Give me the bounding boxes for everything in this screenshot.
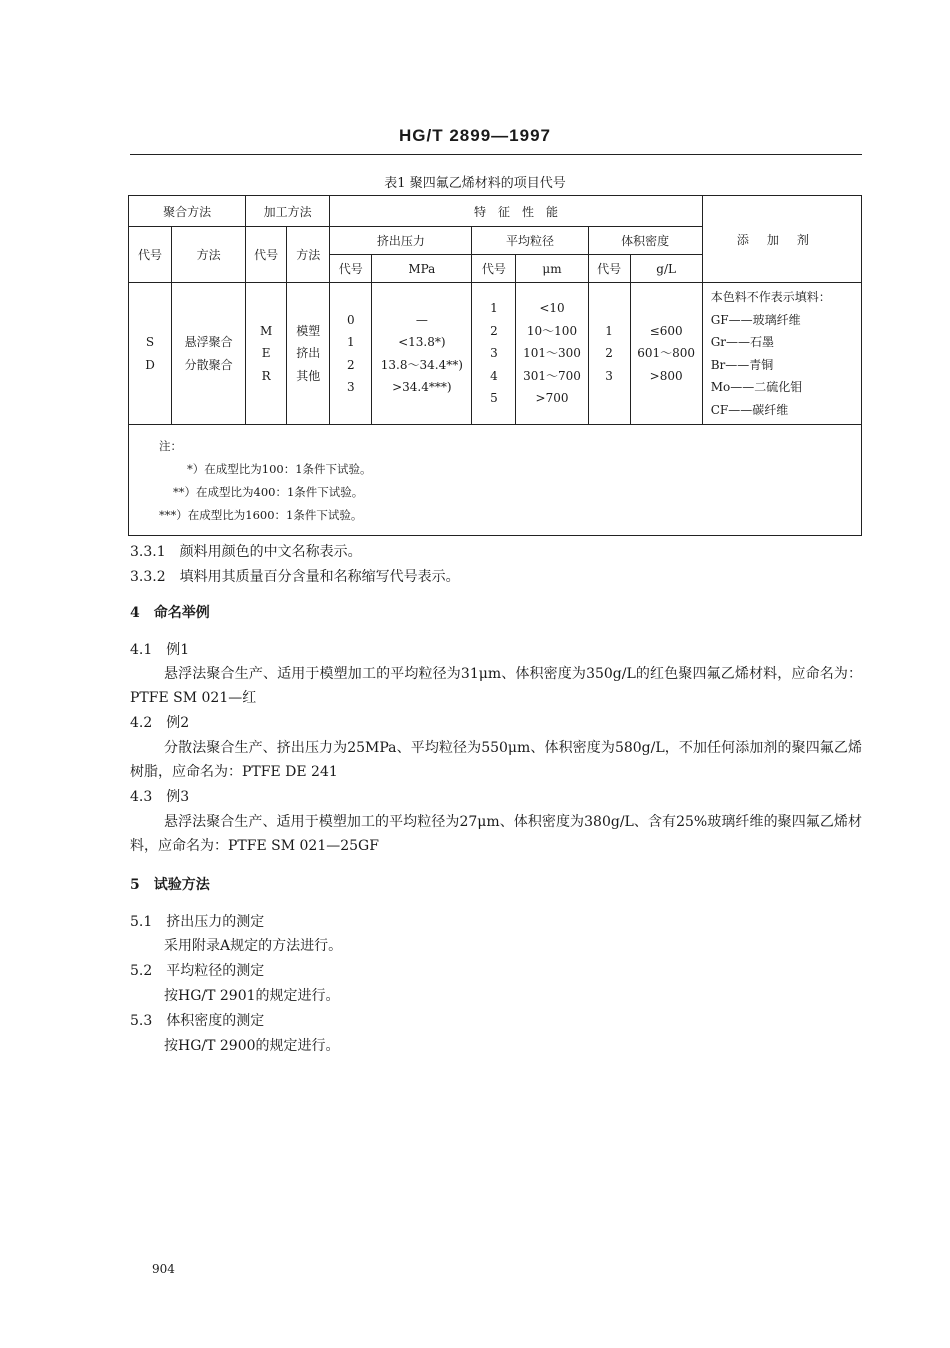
page-number: 904 (152, 1262, 175, 1276)
header-features: 特 征 性 能 (330, 196, 702, 227)
header-ext-code: 代号 (330, 255, 372, 283)
poly-code-cell: S D (129, 283, 172, 425)
header-dens-unit: g/L (630, 255, 702, 283)
clause-4-1-text: 悬浮法聚合生产、适用于模塑加工的平均粒径为31μm、体积密度为350g/L的红色聚四氟乙烯材料，应命名为：PTFE SM 021—红 (130, 666, 862, 706)
header-additive: 添加剂 (702, 196, 861, 283)
clause-5-1-text: 采用附录A规定的方法进行。 (164, 938, 343, 954)
proc-code-cell: M E R (246, 283, 287, 425)
header-part-code: 代号 (472, 255, 516, 283)
table-caption: 表1 聚四氟乙烯材料的项目代号 (384, 176, 566, 191)
header-processing: 加工方法 (246, 196, 330, 227)
dens-code-cell: 1 2 3 (588, 283, 630, 425)
header-ext-unit: MPa (372, 255, 472, 283)
poly-method-cell: 悬浮聚合 分散聚合 (172, 283, 246, 425)
standard-code-header: HG/T 2899—1997 (399, 126, 551, 145)
clause-5-1-heading: 5.1 挤出压力的测定 (130, 914, 265, 930)
part-value-cell: <10 10～100 101～300 301～700 >700 (516, 283, 588, 425)
clause-4-3-heading: 4.3 例3 (130, 789, 190, 805)
header-particle: 平均粒径 (472, 227, 588, 255)
clause-4-2-heading: 4.2 例2 (130, 715, 190, 731)
part-code-cell: 1 2 3 4 5 (472, 283, 516, 425)
header-dens-code: 代号 (588, 255, 630, 283)
header-proc-method: 方法 (287, 227, 330, 283)
header-part-unit: μm (516, 255, 588, 283)
clause-4-1-heading: 4.1 例1 (130, 642, 190, 658)
clause-5-3-text: 按HG/T 2900的规定进行。 (164, 1038, 340, 1054)
header-polymerization: 聚合方法 (129, 196, 246, 227)
header-rule (130, 154, 862, 155)
clause-5-2-text: 按HG/T 2901的规定进行。 (164, 988, 340, 1004)
ext-code-cell: 0 1 2 3 (330, 283, 372, 425)
table-notes: 注： *）在成型比为100：1条件下试验。 **）在成型比为400：1条件下试验。 ***）在成型比为1600：1条件下试验。 (129, 425, 862, 536)
section-4-heading: 4 命名举例 (130, 605, 210, 621)
header-poly-code: 代号 (129, 227, 172, 283)
clause-4-3-text: 悬浮法聚合生产、适用于模塑加工的平均粒径为27μm、体积密度为380g/L、含有25%玻璃纤维的聚四氟乙烯材料，应命名为：PTFE SM 021—25GF (130, 814, 862, 854)
header-extrusion: 挤出压力 (330, 227, 472, 255)
section-5-heading: 5 试验方法 (130, 877, 210, 893)
clause-5-3-heading: 5.3 体积密度的测定 (130, 1013, 265, 1029)
clause-3-3-2: 3.3.2 填料用其质量百分含量和名称缩写代号表示。 (130, 569, 460, 585)
proc-method-cell: 模塑 挤出 其他 (287, 283, 330, 425)
additive-cell: 本色料不作表示填料： GF——玻璃纤维 Gr——石墨 Br——青铜 Mo——二硫化钼 CF——碳纤维 (702, 283, 861, 425)
clause-4-2-text: 分散法聚合生产、挤出压力为25MPa、平均粒径为550μm、体积密度为580g/L，不加任何添加剂的聚四氟乙烯树脂，应命名为：PTFE DE 241 (130, 740, 862, 780)
ext-value-cell: — <13.8*) 13.8～34.4**) >34.4***) (372, 283, 472, 425)
dens-value-cell: ≤600 601～800 >800 (630, 283, 702, 425)
header-proc-code: 代号 (246, 227, 287, 283)
item-code-table (128, 195, 862, 536)
header-density: 体积密度 (588, 227, 702, 255)
clause-3-3-1: 3.3.1 颜料用颜色的中文名称表示。 (130, 544, 362, 560)
header-poly-method: 方法 (172, 227, 246, 283)
clause-5-2-heading: 5.2 平均粒径的测定 (130, 963, 265, 979)
